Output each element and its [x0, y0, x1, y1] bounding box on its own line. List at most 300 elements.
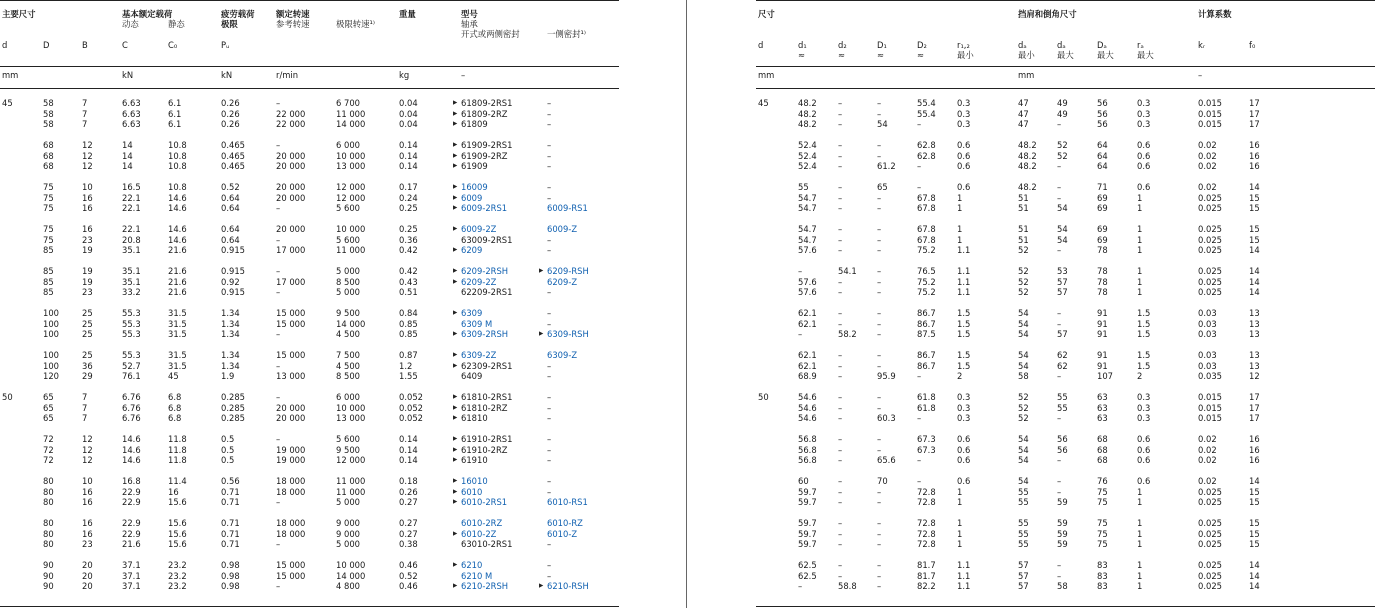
weight: 0.052	[399, 392, 423, 402]
designation-one-side: –	[547, 560, 552, 570]
fatigue-Pu: 0.915	[221, 287, 245, 297]
Da-max: 71	[1097, 182, 1108, 192]
designation[interactable]: 16010	[461, 476, 488, 486]
ra-max: 1	[1137, 518, 1143, 528]
designation[interactable]: 6010-2RS1	[461, 497, 508, 507]
ref-speed: 19 000	[276, 444, 306, 455]
header-label: D	[43, 40, 50, 50]
width-B: 23	[82, 539, 93, 549]
da-max: –	[1057, 560, 1062, 570]
width-B: 12	[82, 455, 93, 465]
designation-one-side[interactable]: 6210-RSH	[547, 581, 589, 591]
page-divider	[686, 0, 687, 608]
d2: –	[838, 119, 843, 129]
width-B: 23	[82, 287, 93, 297]
fatigue-Pu: 1.34	[221, 350, 240, 360]
width-B: 25	[82, 350, 93, 360]
limit-speed: 5 600	[336, 234, 360, 245]
popular-marker: ▶	[453, 310, 458, 316]
Da-max: 75	[1097, 518, 1108, 528]
kr: 0.025	[1198, 224, 1222, 234]
weight: 0.27	[399, 497, 418, 507]
header-label: ≈	[917, 50, 925, 60]
da-min: 55	[1018, 518, 1029, 528]
d2: –	[838, 444, 843, 455]
Da-max: 78	[1097, 287, 1108, 297]
f0: 13	[1249, 350, 1260, 360]
designation-one-side: –	[547, 234, 552, 245]
ra-max: 0.6	[1137, 140, 1151, 150]
header-label: kN	[122, 70, 134, 80]
designation-one-side[interactable]: 6010-RZ	[547, 518, 583, 528]
designation[interactable]: 6309-2RSH	[461, 329, 509, 339]
designation: 63010-2RS1	[461, 539, 513, 549]
header-label: d	[2, 40, 8, 50]
ra-max: 1.5	[1137, 360, 1151, 371]
d1: 57.6	[798, 245, 817, 255]
d1: 68.9	[798, 371, 817, 381]
D2: 86.7	[917, 308, 936, 318]
d1: –	[798, 266, 803, 276]
designation-one-side[interactable]: 6009-Z	[547, 224, 578, 234]
dynamic-C: 6.76	[122, 402, 141, 413]
static-C0: 6.8	[168, 392, 182, 402]
r12-min: 1.5	[957, 360, 971, 371]
f0: 14	[1249, 245, 1260, 255]
width-B: 7	[82, 119, 88, 129]
ref-speed: –	[276, 360, 281, 371]
ref-speed: –	[276, 434, 281, 444]
popular-marker: ▶	[453, 436, 458, 442]
designation[interactable]: 6009	[461, 192, 483, 203]
designation-one-side[interactable]: 6209-Z	[547, 276, 578, 287]
ra-max: 0.3	[1137, 108, 1151, 119]
r12-min: 0.6	[957, 434, 971, 444]
da-max: 52	[1057, 140, 1068, 150]
static-C0: 31.5	[168, 318, 187, 329]
kr: 0.03	[1198, 318, 1217, 329]
d1: 52.4	[798, 140, 817, 150]
weight: 0.51	[399, 287, 418, 297]
d2: –	[838, 392, 843, 402]
designation-one-side[interactable]: 6309-RSH	[547, 329, 589, 339]
header-label: d	[758, 40, 764, 50]
f0: 17	[1249, 392, 1260, 402]
da-max: –	[1057, 476, 1062, 486]
kr: 0.02	[1198, 161, 1217, 171]
D2: 61.8	[917, 392, 936, 402]
static-C0: 15.6	[168, 539, 187, 549]
width-B: 16	[82, 224, 93, 234]
ra-max: 1	[1137, 528, 1143, 539]
designation-one-side[interactable]: 6010-Z	[547, 528, 578, 539]
kr: 0.02	[1198, 150, 1217, 161]
weight: 0.42	[399, 245, 418, 255]
ra-max: 1	[1137, 192, 1143, 203]
weight: 0.24	[399, 192, 418, 203]
ra-max: 0.3	[1137, 413, 1151, 423]
popular-marker: ▶	[453, 478, 458, 484]
da-max: –	[1057, 318, 1062, 329]
dynamic-C: 22.9	[122, 528, 141, 539]
da-max: 59	[1057, 528, 1068, 539]
designation-one-side[interactable]: 6010-RS1	[547, 497, 588, 507]
fatigue-Pu: 1.9	[221, 371, 235, 381]
header-label: 参考转速	[276, 19, 310, 29]
fatigue-Pu: 0.285	[221, 392, 245, 402]
designation: 61810	[461, 413, 488, 423]
D2: 82.2	[917, 581, 936, 591]
dynamic-C: 14.6	[122, 434, 141, 444]
f0: 17	[1249, 98, 1260, 108]
popular-marker: ▶	[539, 583, 544, 589]
d1: 60	[798, 476, 809, 486]
d2: 54.1	[838, 266, 857, 276]
weight: 0.85	[399, 329, 418, 339]
fatigue-Pu: 1.34	[221, 360, 240, 371]
r12-min: 1	[957, 539, 963, 549]
fatigue-Pu: 0.285	[221, 413, 245, 423]
dynamic-C: 33.2	[122, 287, 141, 297]
ra-max: 0.6	[1137, 182, 1151, 192]
designation: 61810-2RZ	[461, 402, 508, 413]
designation-one-side: –	[547, 192, 552, 203]
dynamic-C: 35.1	[122, 245, 141, 255]
da-min: 58	[1018, 371, 1029, 381]
D1: –	[877, 497, 882, 507]
static-C0: 11.4	[168, 476, 187, 486]
da-min: 47	[1018, 108, 1029, 119]
r12-min: 1.5	[957, 350, 971, 360]
header-label: d₂	[838, 40, 847, 50]
kr: 0.02	[1198, 444, 1217, 455]
d1: 48.2	[798, 98, 817, 108]
header-label: d₁	[798, 40, 807, 50]
d2: –	[838, 161, 843, 171]
ref-speed: 13 000	[276, 371, 306, 381]
ra-max: 0.3	[1137, 119, 1151, 129]
width-B: 23	[82, 234, 93, 245]
header-label: ≈	[798, 50, 806, 60]
dynamic-C: 55.3	[122, 329, 141, 339]
limit-speed: 13 000	[336, 161, 366, 171]
D2: –	[917, 119, 922, 129]
da-min: 52	[1018, 276, 1029, 287]
dynamic-C: 35.1	[122, 276, 141, 287]
f0: 17	[1249, 119, 1260, 129]
f0: 16	[1249, 140, 1260, 150]
fatigue-Pu: 0.5	[221, 455, 235, 465]
designation[interactable]: 6309 M	[461, 318, 493, 329]
D2: –	[917, 476, 922, 486]
width-B: 7	[82, 108, 88, 119]
designation[interactable]: 6010-2RZ	[461, 518, 503, 528]
dynamic-C: 14	[122, 140, 133, 150]
width-B: 25	[82, 318, 93, 329]
d1: 54.6	[798, 402, 817, 413]
da-min: 52	[1018, 245, 1029, 255]
D1: 95.9	[877, 371, 896, 381]
f0: 16	[1249, 455, 1260, 465]
designation-one-side[interactable]: 6309-Z	[547, 350, 578, 360]
r12-min: 1.1	[957, 560, 971, 570]
Da-max: 91	[1097, 360, 1108, 371]
f0: 14	[1249, 266, 1260, 276]
designation[interactable]: 6210 M	[461, 570, 493, 581]
kr: 0.03	[1198, 360, 1217, 371]
d1: 56.8	[798, 455, 817, 465]
fatigue-Pu: 0.64	[221, 192, 240, 203]
Da-max: 64	[1097, 161, 1108, 171]
fatigue-Pu: 0.92	[221, 276, 240, 287]
bore-d: 45	[758, 98, 769, 108]
f0: 15	[1249, 234, 1260, 245]
width-B: 16	[82, 518, 93, 528]
designation[interactable]: 6010-2Z	[461, 528, 497, 539]
da-max: –	[1057, 182, 1062, 192]
weight: 0.25	[399, 203, 418, 213]
limit-speed: 11 000	[336, 245, 366, 255]
fatigue-Pu: 0.71	[221, 528, 240, 539]
header-label: 静态	[168, 19, 185, 29]
width-B: 7	[82, 413, 88, 423]
designation: 6409	[461, 371, 483, 381]
popular-marker: ▶	[453, 562, 458, 568]
kr: 0.03	[1198, 308, 1217, 318]
d1: 62.5	[798, 560, 817, 570]
width-B: 36	[82, 360, 93, 371]
d1: 59.7	[798, 539, 817, 549]
designation[interactable]: 6210-2RSH	[461, 581, 509, 591]
da-max: –	[1057, 245, 1062, 255]
ref-speed: 18 000	[276, 476, 306, 486]
outer-D: 85	[43, 245, 54, 255]
width-B: 10	[82, 182, 93, 192]
outer-D: 80	[43, 528, 54, 539]
designation[interactable]: 6210	[461, 560, 483, 570]
d2: –	[838, 518, 843, 528]
designation[interactable]: 6009-2RS1	[461, 203, 508, 213]
D2: 72.8	[917, 539, 936, 549]
dynamic-C: 21.6	[122, 539, 141, 549]
d2: –	[838, 182, 843, 192]
d2: –	[838, 350, 843, 360]
da-min: 54	[1018, 455, 1029, 465]
outer-D: 75	[43, 182, 54, 192]
static-C0: 23.2	[168, 581, 187, 591]
designation[interactable]: 6209-2RSH	[461, 266, 509, 276]
D1: –	[877, 276, 882, 287]
static-C0: 6.1	[168, 108, 182, 119]
r12-min: 0.3	[957, 119, 971, 129]
limit-speed: 14 000	[336, 318, 366, 329]
f0: 14	[1249, 182, 1260, 192]
da-min: 54	[1018, 350, 1029, 360]
weight: 0.46	[399, 560, 418, 570]
designation[interactable]: 6009-2Z	[461, 224, 497, 234]
header-label: 疲劳载荷	[221, 9, 255, 19]
fatigue-Pu: 0.56	[221, 476, 240, 486]
outer-D: 100	[43, 318, 59, 329]
D1: –	[877, 560, 882, 570]
static-C0: 23.2	[168, 560, 187, 570]
d1: 62.1	[798, 308, 817, 318]
kr: 0.025	[1198, 234, 1222, 245]
d1: 57.6	[798, 287, 817, 297]
ra-max: 1	[1137, 245, 1143, 255]
static-C0: 21.6	[168, 266, 187, 276]
limit-speed: 9 500	[336, 308, 360, 318]
designation[interactable]: 16009	[461, 182, 488, 192]
designation-one-side: –	[547, 486, 552, 497]
kr: 0.025	[1198, 560, 1222, 570]
da-min: 52	[1018, 392, 1029, 402]
kr: 0.025	[1198, 581, 1222, 591]
weight: 0.25	[399, 224, 418, 234]
ra-max: 1	[1137, 234, 1143, 245]
limit-speed: 10 000	[336, 402, 366, 413]
outer-D: 80	[43, 486, 54, 497]
weight: 0.85	[399, 318, 418, 329]
kr: 0.025	[1198, 497, 1222, 507]
kr: 0.015	[1198, 108, 1222, 119]
width-B: 25	[82, 329, 93, 339]
da-min: 55	[1018, 497, 1029, 507]
kr: 0.025	[1198, 287, 1222, 297]
fatigue-Pu: 0.71	[221, 486, 240, 497]
header-rule	[0, 66, 619, 67]
popular-marker: ▶	[453, 268, 458, 274]
Da-max: 78	[1097, 266, 1108, 276]
popular-marker: ▶	[453, 446, 458, 453]
designation-one-side: –	[547, 444, 552, 455]
header-label: Dₐ	[1097, 40, 1107, 50]
limit-speed: 10 000	[336, 560, 366, 570]
ra-max: 2	[1137, 371, 1143, 381]
dynamic-C: 6.63	[122, 119, 141, 129]
ra-max: 0.3	[1137, 402, 1151, 413]
dynamic-C: 55.3	[122, 308, 141, 318]
top-rule	[0, 0, 619, 1]
d2: –	[838, 318, 843, 329]
designation: 61910-2RS1	[461, 434, 513, 444]
popular-marker: ▶	[453, 404, 458, 411]
d1: 62.1	[798, 318, 817, 329]
designation-one-side[interactable]: 6009-RS1	[547, 203, 588, 213]
designation[interactable]: 6209-2Z	[461, 276, 497, 287]
da-max: –	[1057, 161, 1062, 171]
D2: 67.8	[917, 203, 936, 213]
d2: –	[838, 150, 843, 161]
r12-min: 1	[957, 518, 963, 528]
designation-one-side[interactable]: 6209-RSH	[547, 266, 589, 276]
outer-D: 65	[43, 413, 54, 423]
weight: 0.14	[399, 161, 418, 171]
dynamic-C: 20.8	[122, 234, 141, 245]
d1: 48.2	[798, 108, 817, 119]
limit-speed: 13 000	[336, 413, 366, 423]
ref-speed: –	[276, 392, 281, 402]
fatigue-Pu: 0.71	[221, 518, 240, 528]
D1: –	[877, 98, 882, 108]
ref-speed: 18 000	[276, 518, 306, 528]
static-C0: 14.6	[168, 234, 187, 245]
Da-max: 78	[1097, 276, 1108, 287]
da-min: 48.2	[1018, 161, 1037, 171]
static-C0: 6.8	[168, 413, 182, 423]
Da-max: 83	[1097, 581, 1108, 591]
designation[interactable]: 6010	[461, 486, 483, 497]
designation[interactable]: 6309	[461, 308, 483, 318]
outer-D: 65	[43, 392, 54, 402]
da-min: 55	[1018, 486, 1029, 497]
f0: 15	[1249, 192, 1260, 203]
D1: –	[877, 402, 882, 413]
d1: 54.7	[798, 224, 817, 234]
da-min: 54	[1018, 318, 1029, 329]
limit-speed: 8 500	[336, 371, 360, 381]
da-min: 51	[1018, 234, 1029, 245]
ref-speed: 20 000	[276, 161, 306, 171]
static-C0: 21.6	[168, 276, 187, 287]
outer-D: 120	[43, 371, 59, 381]
designation[interactable]: 6309-2Z	[461, 350, 497, 360]
r12-min: 0.3	[957, 98, 971, 108]
ref-speed: 20 000	[276, 413, 306, 423]
fatigue-Pu: 0.71	[221, 497, 240, 507]
d2: –	[838, 455, 843, 465]
limit-speed: 9 000	[336, 518, 360, 528]
ref-speed: 15 000	[276, 560, 306, 570]
outer-D: 75	[43, 224, 54, 234]
weight: 0.14	[399, 150, 418, 161]
ra-max: 0.6	[1137, 150, 1151, 161]
da-min: 52	[1018, 266, 1029, 276]
dynamic-C: 22.9	[122, 486, 141, 497]
static-C0: 10.8	[168, 140, 187, 150]
ref-speed: 17 000	[276, 245, 306, 255]
weight: 0.04	[399, 119, 418, 129]
fatigue-Pu: 0.52	[221, 182, 240, 192]
d2: –	[838, 224, 843, 234]
designation[interactable]: 6209	[461, 245, 483, 255]
weight: 0.52	[399, 570, 418, 581]
Da-max: 56	[1097, 119, 1108, 129]
d1: 62.5	[798, 570, 817, 581]
limit-speed: 5 000	[336, 539, 360, 549]
Da-max: 69	[1097, 192, 1108, 203]
da-min: 54	[1018, 308, 1029, 318]
kr: 0.02	[1198, 476, 1217, 486]
header-label: 极限	[221, 19, 238, 29]
static-C0: 31.5	[168, 360, 187, 371]
kr: 0.035	[1198, 371, 1222, 381]
r12-min: 1	[957, 192, 963, 203]
Da-max: 83	[1097, 570, 1108, 581]
r12-min: 0.6	[957, 150, 971, 161]
fatigue-Pu: 1.34	[221, 308, 240, 318]
r12-min: 0.3	[957, 413, 971, 423]
f0: 15	[1249, 539, 1260, 549]
outer-D: 85	[43, 276, 54, 287]
da-min: 54	[1018, 444, 1029, 455]
kr: 0.02	[1198, 182, 1217, 192]
fatigue-Pu: 0.5	[221, 444, 235, 455]
designation-one-side: –	[547, 413, 552, 423]
dynamic-C: 22.1	[122, 224, 141, 234]
Da-max: 69	[1097, 234, 1108, 245]
designation-one-side: –	[547, 98, 552, 108]
